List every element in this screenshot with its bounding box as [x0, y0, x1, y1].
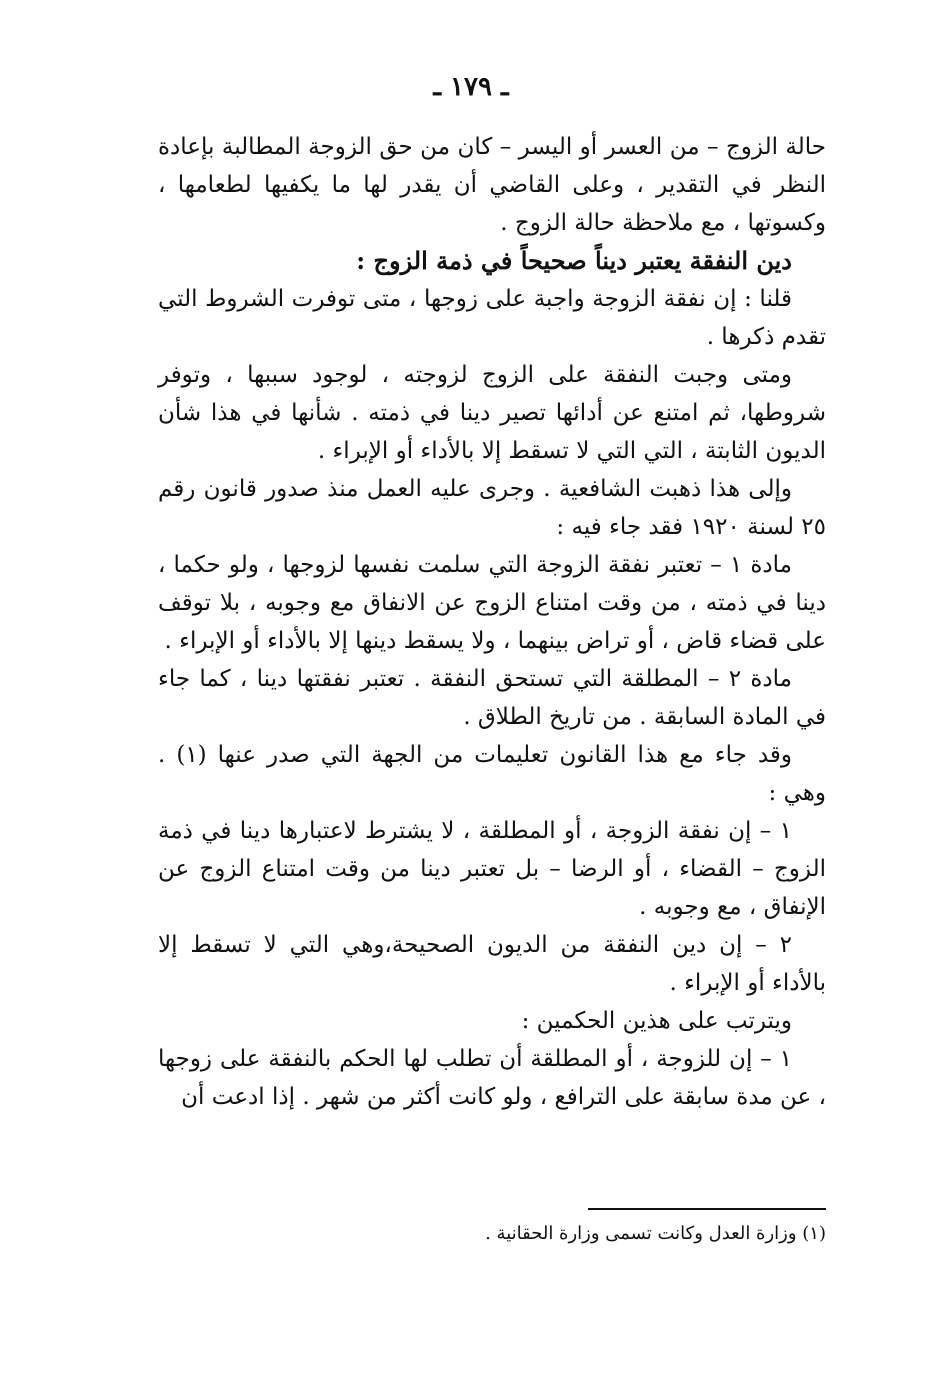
footnote-divider: [588, 1208, 826, 1210]
page-body: [158, 128, 826, 1116]
paragraph: ويترتب على هذين الحكمين :: [521, 1008, 792, 1034]
paragraph: مادة ٢ – المطلقة التي تستحق النفقة . تعتبر نفقتها دينا ، كما جاء في المادة السابقة . من تاريخ الطلاق .: [158, 666, 826, 730]
footnote: (١) وزارة العدل وكانت تسمى وزارة الحقانية .: [485, 1223, 826, 1244]
section-heading: دين النفقة يعتبر ديناً صحيحاً في ذمة الزوج :: [356, 246, 792, 275]
paragraph: مادة ١ – تعتبر نفقة الزوجة التي سلمت نفسها لزوجها ، ولو حكما ، دينا في ذمته ، من وقت امتناع الزوج عن الانفاق مع وجوبه ، بلا توقف على قضاء قاض ، أو تراض بينهما ، ولا يسقط دينها إلا بالأداء أو الإبراء .: [158, 552, 826, 654]
paragraph: وإلى هذا ذهبت الشافعية . وجرى عليه العمل منذ صدور قانون رقم ٢٥ لسنة ١٩٢٠ فقد جاء فيه :: [158, 476, 826, 540]
paragraph: ١ – إن نفقة الزوجة ، أو المطلقة ، لا يشترط لاعتبارها دينا في ذمة الزوج – القضاء ، أو الرضا – بل تعتبر دينا من وقت امتناع الزوج عن الإنفاق ، مع وجوبه .: [158, 818, 826, 920]
paragraph: ومتى وجبت النفقة على الزوج لزوجته ، لوجود سببها ، وتوفر شروطها، ثم امتنع عن أدائها تصير دينا في ذمته . شأنها في هذا شأن الديون الثابتة ، التي التي لا تسقط إلا بالأداء أو الإبراء .: [158, 362, 826, 464]
paragraph: قلنا : إن نفقة الزوجة واجبة على زوجها ، متى توفرت الشروط التي تقدم ذكرها .: [158, 286, 826, 350]
paragraph: ٢ – إن دين النفقة من الديون الصحيحة،وهي التي لا تسقط إلا بالأداء أو الإبراء .: [158, 932, 826, 996]
paragraph-continuation: حالة الزوج – من العسر أو اليسر – كان من حق الزوجة المطالبة بإعادة النظر في التقدير ، وعلى القاضي أن يقدر لها ما يكفيها لطعامها ، وكسوتها ، مع ملاحظة حالة الزوج .: [158, 134, 826, 236]
paragraph: ١ – إن للزوجة ، أو المطلقة أن تطلب لها الحكم بالنفقة على زوجها ، عن مدة سابقة على الترافع ، ولو كانت أكثر من شهر . إذا ادعت أن: [158, 1046, 826, 1110]
paragraph: وقد جاء مع هذا القانون تعليمات من الجهة التي صدر عنها (١) . وهي :: [158, 742, 826, 806]
page-number: ـ ١٧٩ ـ: [433, 72, 509, 102]
